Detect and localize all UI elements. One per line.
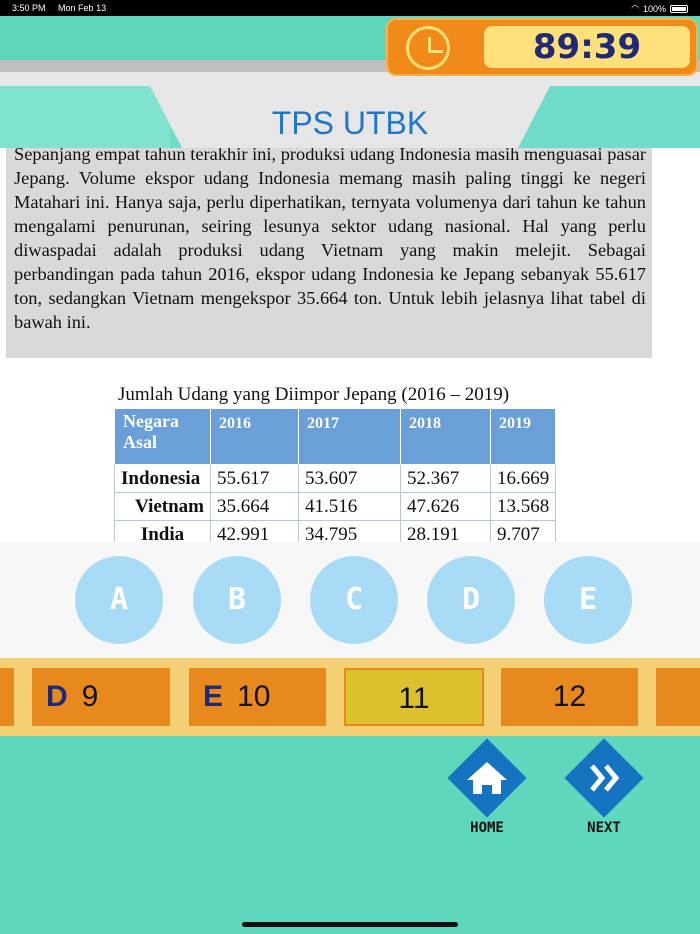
double-chevron-right-icon <box>564 752 644 804</box>
timer <box>386 18 698 76</box>
question-number-12[interactable] <box>501 668 638 726</box>
status-date: Mon Feb 13 <box>58 3 107 13</box>
home-button[interactable] <box>447 738 527 838</box>
question-panel <box>0 148 700 542</box>
clock-icon <box>406 26 450 70</box>
table-cell: 52.367 <box>401 465 491 493</box>
home-indicator <box>242 922 458 927</box>
passage-text: Sepanjang empat tahun terakhir ini, produksi udang Indonesia masih menguasai pasar Jepang. Volume ekspor udang Indonesia memang masih paling tinggi ke negeri Matahari ini. Hanya saja, perlu diperhatikan, ternyata volumenya dari tahun ke tahun mengalami penurunan, seiring lesunya sektor udang nasional. Hal yang perlu diwaspadai adalah produksi udang Vietnam yang makin melejit. Sebagai perbandingan pada tahun 2016, ekspor udang Indonesia ke Jepang sebanyak 55.617 ton, sedangkan Vietnam mengekspor 35.664 ton. Untuk lebih jelasnya lihat tabel di bawah ini. <box>14 148 646 332</box>
timer-value: 89:39 <box>484 26 690 68</box>
table-cell: Indonesia <box>115 465 211 493</box>
answer-button-c[interactable]: C <box>310 556 398 644</box>
answer-button-e[interactable]: E <box>544 556 632 644</box>
title-bar <box>0 86 700 148</box>
table-cell: 53.607 <box>299 465 401 493</box>
table-header: 2017 <box>299 409 401 465</box>
question-number-partial[interactable] <box>0 668 14 726</box>
question-number: 10 <box>237 680 271 713</box>
status-bar <box>0 0 700 16</box>
table-cell: Vietnam <box>115 493 211 521</box>
table-cell: 28.191 <box>401 521 491 543</box>
table-title: Jumlah Udang yang Diimpor Jepang (2016 – 2019) <box>118 384 510 405</box>
table-cell: 41.516 <box>299 493 401 521</box>
answer-options <box>0 542 700 658</box>
passage-box <box>6 148 652 358</box>
page-title: TPS UTBK <box>271 105 429 141</box>
home-icon <box>447 752 527 804</box>
table-cell: 35.664 <box>211 493 299 521</box>
table-cell: India <box>115 521 211 543</box>
battery-icon <box>670 5 688 13</box>
table-cell: 47.626 <box>401 493 491 521</box>
table-row <box>115 465 556 493</box>
answer-button-d[interactable]: D <box>427 556 515 644</box>
table-header: Negara Asal <box>115 409 211 465</box>
status-time: 3:50 PM <box>12 3 46 13</box>
next-button[interactable] <box>564 738 644 838</box>
table-cell: 55.617 <box>211 465 299 493</box>
table-row <box>115 493 556 521</box>
answered-letter: E <box>203 680 224 713</box>
table-header-row <box>115 409 556 465</box>
table-cell: 34.795 <box>299 521 401 543</box>
wifi-icon: ◠ <box>631 3 639 13</box>
question-number-9[interactable] <box>32 668 170 726</box>
table-header: 2016 <box>211 409 299 465</box>
home-label: HOME <box>470 820 504 836</box>
table-cell: 16.669 <box>491 465 556 493</box>
battery-percent: 100% <box>642 3 666 14</box>
table-cell: 42.991 <box>211 521 299 543</box>
question-number: 12 <box>552 680 587 713</box>
question-number: 11 <box>398 682 430 715</box>
question-number-partial[interactable] <box>656 668 700 726</box>
answer-button-a[interactable]: A <box>75 556 163 644</box>
table-header: 2019 <box>491 409 556 465</box>
question-number-strip <box>0 658 700 736</box>
table-cell: 13.568 <box>491 493 556 521</box>
table-header: 2018 <box>401 409 491 465</box>
question-number-11-current[interactable] <box>344 668 484 726</box>
question-number-10[interactable] <box>189 668 326 726</box>
answer-button-b[interactable]: B <box>193 556 281 644</box>
answered-letter: D <box>46 680 68 713</box>
question-number: 9 <box>81 680 99 713</box>
data-table <box>114 408 556 542</box>
table-row <box>115 521 556 543</box>
table-cell: 9.707 <box>491 521 556 543</box>
next-label: NEXT <box>587 820 621 836</box>
